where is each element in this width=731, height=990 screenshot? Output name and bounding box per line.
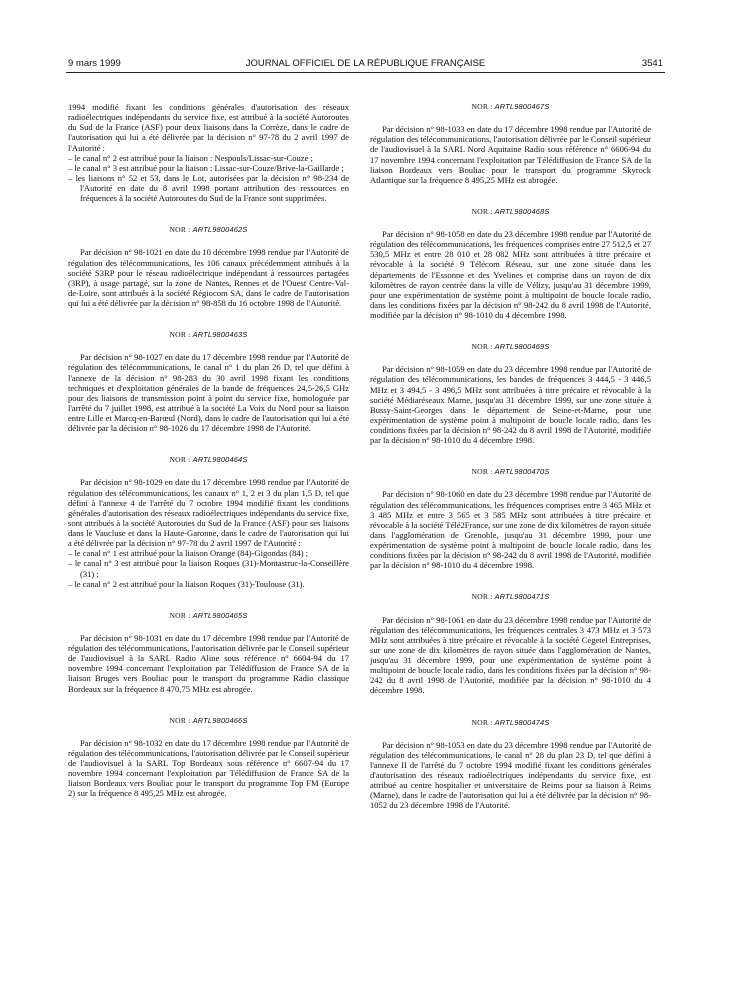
nor-reference (370, 592, 651, 602)
item-list (68, 548, 349, 589)
nor-reference (370, 102, 651, 112)
nor-label: NOR : (471, 342, 493, 352)
nor-code: ARTL9800462S (192, 225, 248, 235)
list-item: – le canal n° 2 est attribué pour la liaison Roques (31)-Toulouse (31). (68, 579, 349, 589)
nor-reference (68, 455, 349, 465)
nor-label: NOR : (169, 715, 191, 725)
list-item: – les liaisons n° 52 et 53, dans le Lot, autorisées par la décision n° 98-234 de l'Autorité en date du 8 avril 1998 portant attribution des ressources en fréquences à la société Autoroutes du Sud de la France sont supprimées. (68, 173, 349, 203)
paragraph: Par décision n° 98-1059 en date du 23 décembre 1998 rendue par l'Autorité de régulation des télécommunications, les bandes de fréquences 3 444,5 - 3 446,5 MHz et 3 494,5 - 3 496,5 MHz sont attribuées à titre précaire et révocable à la société Médiaréseaux Marne, jusqu'au 31 décembre 1999, sur une zone située à Bussy-Saint-Georges dans le département de Seine-et-Marne, pour une expérimentation de système point à multipoint de boucle locale radio, dans les conditions fixées par la décision n° 98-242 du 8 avril 1998 de l'Autorité, modifiée par la décision n° 98-1010 du 4 décembre 1998. (370, 364, 651, 446)
nor-code: ARTL9800469S (494, 342, 550, 352)
nor-code: ARTL9800465S (192, 610, 248, 620)
paragraph: Par décision n° 98-1061 en date du 23 décembre 1998 rendue par l'Autorité de régulation des télécommunications, les fréquences centrales 3 473 MHz et 3 573 MHz sont attribuées à titre précaire et révocable à la société Cegetel Entreprises, sur une zone de dix kilomètres de rayon située dans l'agglomération de Nantes, jusqu'au 31 décembre 1999, pour une expérimentation de système point à multipoint de boucle locale radio, dans les conditions fixées par la décision n° 98-242 du 8 avril 1998 de l'Autorité, modifiée par la décision n° 98-1010 du 4 décembre 1998. (370, 614, 651, 696)
nor-code: ARTL9800468S (494, 206, 550, 216)
paragraph: Par décision n° 98-1033 en date du 17 décembre 1998 rendue par l'Autorité de régulation des télécommunications, l'autorisation délivrée par le Conseil supérieur de l'audiovisuel à la SARL Nord Aquitaine Radio sous référence n° 6606-94 du 17 novembre 1994 concernant l'exploitation par Télédiffusion de France SA de la liaison Bordeaux vers Bouliac pour le transport du programme Skyrock Atlantique sur la fréquence 8 495,25 MHz est abrogée. (370, 124, 651, 185)
nor-label: NOR : (169, 455, 191, 465)
nor-reference (370, 718, 651, 728)
nor-label: NOR : (471, 717, 493, 727)
nor-label: NOR : (169, 330, 191, 340)
right-column (370, 102, 651, 811)
nor-code: ARTL9800464S (192, 455, 248, 465)
list-item: – le canal n° 1 est attribué pour la liaison Orange (84)-Gigondas (84) ; (68, 548, 349, 558)
nor-reference (68, 611, 349, 621)
nor-code: ARTL9800466S (192, 715, 248, 725)
paragraph: Par décision n° 98-1060 en date du 23 décembre 1998 rendue par l'Autorité de régulation des télécommunications, les fréquences comprises entre 3 465 MHz et 3 485 MHz et entre 3 565 et 3 585 MHz sont attribuées à titre précaire et révocable à la société Télé2France, sur une zone de dix kilomètres de rayon située dans l'agglomération de Grenoble, jusqu'au 31 décembre 1999, pour une expérimentation de système point à multipoint de boucle locale radio, dans les conditions fixées par la décision n° 98-242 du 8 avril 1998 de l'Autorité, modifiée par la décision n° 98-1010 du 4 décembre 1998. (370, 489, 651, 571)
nor-label: NOR : (169, 225, 191, 235)
nor-label: NOR : (471, 206, 493, 216)
header-page-number: 3541 (641, 58, 663, 69)
nor-reference (370, 467, 651, 477)
nor-code: ARTL9800463S (192, 330, 248, 340)
nor-code: ARTL9800470S (494, 467, 550, 477)
paragraph: Par décision n° 98-1029 en date du 17 décembre 1998 rendue par l'Autorité de régulation des télécommunications, les canaux n° 1, 2 et 3 du plan 1,5 D, tel que défini à l'annexe 4 de l'arrêté du 7 octobre 1994 modifié fixant les conditions générales d'autorisation des réseaux radioélectriques indépendants du service fixe, sont attribués à la société Autoroutes du Sud de la France (ASF) pour ses liaisons dans le Vaucluse et dans la Haute-Garonne, dans le cadre de l'autorisation qui lui a été délivrée par la décision n° 97-78 du 2 avril 1997 de l'Autorité : (68, 477, 349, 549)
paragraph: Par décision n° 98-1031 en date du 17 décembre 1998 rendue par l'Autorité de régulation des télécommunications, l'autorisation délivrée par le Conseil supérieur de l'audiovisuel à la SARL Radio Aline sous référence n° 6604-94 du 17 novembre 1994 concernant l'exploitation par Télédiffusion de France SA de la liaison Bruges vers Bouliac pour le transport du programme Radio classique Bordeaux sur la fréquence 8 470,75 MHz est abrogée. (68, 632, 349, 694)
list-item: – le canal n° 2 est attribué pour la liaison : Nespouls/Lissac-sur-Couze ; (68, 153, 349, 163)
paragraph: Par décision n° 98-1032 en date du 17 décembre 1998 rendue par l'Autorité de régulation des télécommunications, l'autorisation délivrée par le Conseil supérieur de l'audiovisuel à la SARL Top Bordeaux sous référence n° 6607-94 du 17 novembre 1994 concernant l'exploitation par Télédiffusion de France SA de la liaison Bordeaux vers Bouliac pour le transport du programme Top FM (Europe 2) sur la fréquence 8 495,25 MHz est abrogée. (68, 737, 349, 799)
nor-label: NOR : (169, 610, 191, 620)
nor-label: NOR : (471, 467, 493, 477)
paragraph: Par décision n° 98-1027 en date du 17 décembre 1998 rendue par l'Autorité de régulation des télécommunications, le canal n° 1 du plan 26 D, tel que défini à l'annexe de la décision n° 98-283 du 30 avril 1998 fixant les conditions techniques et d'exploitation générales de la bande de fréquences 24,5-26,5 GHz pour des liaisons de transmission point à point du service fixe, homologuée par l'arrêté du 7 juillet 1998, est attribué à la société La Voix du Nord pour sa liaison entre Lille et Marcq-en-Barœul (Nord), dans le cadre de l'autorisation qui lui a été délivrée par la décision n° 98-1026 du 17 décembre 1998 de l'Autorité. (68, 352, 349, 434)
nor-code: ARTL9800471S (494, 592, 550, 602)
header-title: JOURNAL OFFICIEL DE LA RÉPUBLIQUE FRANÇAISE (245, 58, 486, 69)
nor-reference (68, 716, 349, 726)
nor-reference (370, 342, 651, 352)
item-list (68, 153, 349, 204)
left-column (68, 102, 349, 799)
header-rule (66, 72, 665, 73)
nor-code: ARTL9800474S (494, 717, 550, 727)
paragraph: Par décision n° 98-1058 en date du 23 décembre 1998 rendue par l'Autorité de régulation des télécommunications, les fréquences comprises entre 27 512,5 et 27 530,5 MHz et entre 28 010 et 28 082 MHz sont attribuées à titre précaire et révocable à la société 9 Télécom Réseau, sur une zone située dans les départements de l'Essonne et des Yvelines et comprise dans un rayon de dix kilomètres de rayon centrée dans la ville de Vélizy, jusqu'au 31 décembre 1999, pour une expérimentation de système point à multipoint de boucle locale radio, dans les conditions fixées par la décision n° 98-242 du 8 avril 1998 de l'Autorité, modifiée par la décision n° 98-1010 du 4 décembre 1998. (370, 229, 651, 320)
list-item: – le canal n° 3 est attribué pour la liaison : Lissac-sur-Couze/Brive-la-Gaillarde ; (68, 163, 349, 173)
nor-label: NOR : (471, 592, 493, 602)
paragraph: Par décision n° 98-1021 en date du 10 décembre 1998 rendue par l'Autorité de régulation des télécommunications, les 106 canaux précédemment attribués à la société S3RP pour le réseau radioélectrique indépendant à ressources partagées (3RP), à usage partagé, sur la zone de Nantes, Rennes et de l'Ouest Centre-Val-de-Loire, sont attribués à la société Régiocom SA, dans le cadre de l'autorisation qui lui a été délivrée par la décision n° 98-858 du 16 octobre 1998 de l'Autorité. (68, 247, 349, 308)
nor-label: NOR : (471, 102, 493, 111)
header-date: 9 mars 1999 (68, 58, 121, 69)
paragraph: Par décision n° 98-1053 en date du 23 décembre 1998 rendue par l'Autorité de régulation des télécommunications, le canal n° 28 du plan 23 D, tel que défini à l'annexe II de l'arrêté du 7 octobre 1994 modifié fixant les conditions générales d'autorisation des réseaux radioélectriques indépendants du service fixe, est attribué au centre hospitalier et universitaire de Reims pour sa liaison à Reims (Marne), dans le cadre de l'autorisation qui lui a été délivrée par la décision n° 98-1052 du 23 décembre 1998 de l'Autorité. (370, 739, 651, 811)
paragraph: 1994 modifié fixant les conditions générales d'autorisation des réseaux radioélectriques indépendants du service fixe, est attribué à la société Autoroutes du Sud de la France (ASF) pour deux liaisons dans la Corrèze, dans le cadre de l'autorisation qui lui a été délivrée par la décision n° 97-78 du 2 avril 1997 de l'Autorité : (68, 102, 349, 153)
nor-code: ARTL9800467S (494, 102, 550, 111)
nor-reference (68, 330, 349, 340)
nor-reference (370, 207, 651, 217)
list-item: – le canal n° 3 est attribué pour la liaison Roques (31)-Montastruc-la-Conseillère (31) ; (68, 558, 349, 578)
nor-reference (68, 225, 349, 235)
